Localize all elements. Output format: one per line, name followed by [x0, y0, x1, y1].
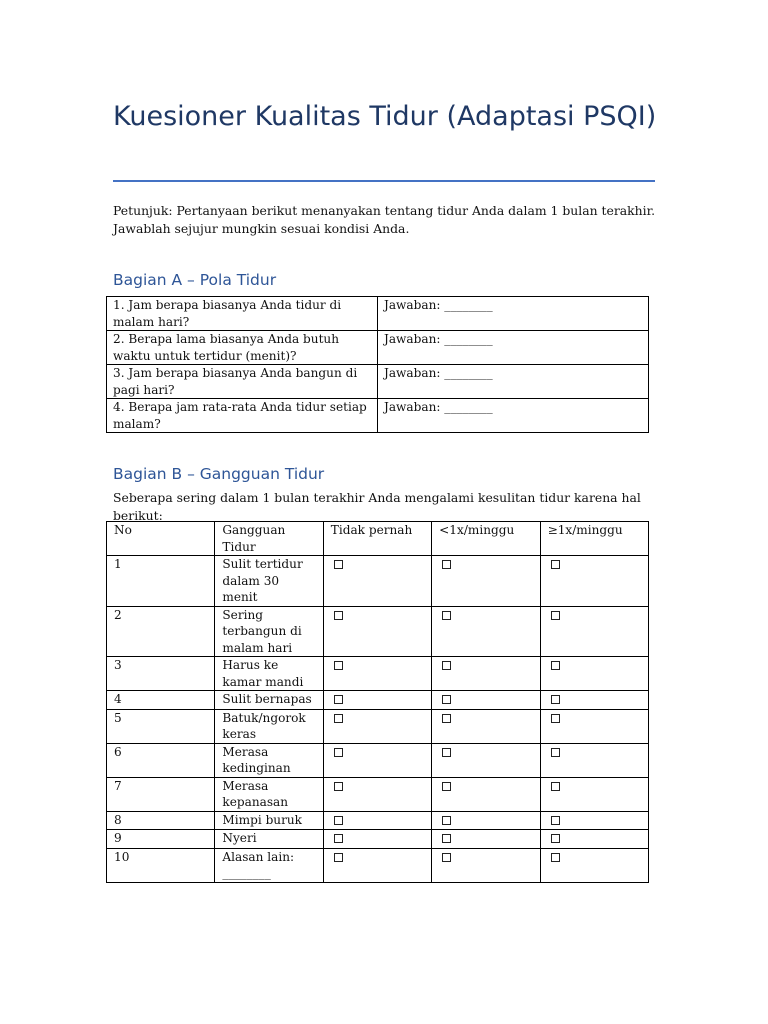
section-a-heading: Bagian A – Pola Tidur: [113, 271, 277, 289]
disturbance-label: Mimpi buruk: [215, 811, 323, 830]
table-row: [107, 848, 649, 882]
weekly-or-more-checkbox[interactable]: [551, 611, 560, 620]
never-checkbox[interactable]: [334, 695, 343, 704]
title-underline: [113, 180, 655, 182]
less-than-weekly-checkbox[interactable]: [442, 560, 451, 569]
question-cell: 2. Berapa lama biasanya Anda butuh waktu untuk tertidur (menit)?: [107, 331, 378, 365]
checkbox-cell: [432, 606, 540, 657]
table-row: [107, 399, 649, 433]
table-row: [107, 830, 649, 849]
checkbox-cell: [323, 606, 431, 657]
checkbox-cell: [540, 709, 648, 743]
answer-field[interactable]: Jawaban: ________: [378, 331, 649, 365]
weekly-or-more-checkbox[interactable]: [551, 661, 560, 670]
table-row: [107, 811, 649, 830]
instructions-paragraph: Petunjuk: Pertanyaan berikut menanyakan tentang tidur Anda dalam 1 bulan terakhir. Jawablah sejujur mungkin sesuai kondisi Anda.: [113, 203, 656, 236]
never-checkbox[interactable]: [334, 834, 343, 843]
checkbox-cell: [540, 657, 648, 691]
less-than-weekly-checkbox[interactable]: [442, 611, 451, 620]
less-than-weekly-checkbox[interactable]: [442, 853, 451, 862]
checkbox-cell: [432, 743, 540, 777]
less-than-weekly-checkbox[interactable]: [442, 714, 451, 723]
answer-field[interactable]: Jawaban: ________: [378, 399, 649, 433]
question-cell: 3. Jam berapa biasanya Anda bangun di pagi hari?: [107, 365, 378, 399]
table-header-row: [107, 522, 649, 556]
checkbox-cell: [323, 743, 431, 777]
weekly-or-more-checkbox[interactable]: [551, 816, 560, 825]
weekly-or-more-checkbox[interactable]: [551, 782, 560, 791]
checkbox-cell: [323, 556, 431, 607]
disturbance-label: Merasa kedinginan: [215, 743, 323, 777]
checkbox-cell: [432, 777, 540, 811]
table-row: [107, 297, 649, 331]
less-than-weekly-checkbox[interactable]: [442, 816, 451, 825]
sleep-pattern-table: [106, 296, 649, 433]
checkbox-cell: [432, 691, 540, 710]
weekly-or-more-checkbox[interactable]: [551, 853, 560, 862]
checkbox-cell: [540, 777, 648, 811]
table-row: [107, 743, 649, 777]
table-row: [107, 331, 649, 365]
section-b-heading: Bagian B – Gangguan Tidur: [113, 465, 325, 483]
row-number: 9: [107, 830, 215, 849]
weekly-or-more-checkbox[interactable]: [551, 748, 560, 757]
disturbance-label: Sulit tertidur dalam 30 menit: [215, 556, 323, 607]
disturbance-label: Sering terbangun di malam hari: [215, 606, 323, 657]
checkbox-cell: [432, 709, 540, 743]
table-row: [107, 709, 649, 743]
never-checkbox[interactable]: [334, 661, 343, 670]
checkbox-cell: [432, 848, 540, 882]
checkbox-cell: [323, 657, 431, 691]
checkbox-cell: [540, 848, 648, 882]
never-checkbox[interactable]: [334, 560, 343, 569]
checkbox-cell: [540, 830, 648, 849]
answer-field[interactable]: Jawaban: ________: [378, 297, 649, 331]
less-than-weekly-checkbox[interactable]: [442, 834, 451, 843]
checkbox-cell: [540, 556, 648, 607]
row-number: 7: [107, 777, 215, 811]
checkbox-cell: [432, 830, 540, 849]
checkbox-cell: [432, 556, 540, 607]
table-row: [107, 606, 649, 657]
disturbance-label: Batuk/ngorok keras: [215, 709, 323, 743]
weekly-or-more-checkbox[interactable]: [551, 714, 560, 723]
never-checkbox[interactable]: [334, 816, 343, 825]
checkbox-cell: [432, 811, 540, 830]
checkbox-cell: [432, 657, 540, 691]
answer-field[interactable]: Jawaban: ________: [378, 365, 649, 399]
never-checkbox[interactable]: [334, 782, 343, 791]
sleep-disturbance-table: [106, 521, 649, 883]
checkbox-cell: [323, 848, 431, 882]
checkbox-cell: [540, 743, 648, 777]
section-b-description: Seberapa sering dalam 1 bulan terakhir Anda mengalami kesulitan tidur karena hal berikut:: [113, 490, 641, 523]
table-row: [107, 777, 649, 811]
row-number: 8: [107, 811, 215, 830]
row-number: 5: [107, 709, 215, 743]
disturbance-label: Merasa kepanasan: [215, 777, 323, 811]
less-than-weekly-checkbox[interactable]: [442, 782, 451, 791]
less-than-weekly-checkbox[interactable]: [442, 661, 451, 670]
checkbox-cell: [540, 691, 648, 710]
weekly-or-more-checkbox[interactable]: [551, 695, 560, 704]
column-header-weekly-or-more: ≥1x/minggu: [540, 522, 648, 556]
checkbox-cell: [323, 709, 431, 743]
row-number: 1: [107, 556, 215, 607]
weekly-or-more-checkbox[interactable]: [551, 560, 560, 569]
checkbox-cell: [323, 811, 431, 830]
question-cell: 4. Berapa jam rata-rata Anda tidur setiap malam?: [107, 399, 378, 433]
never-checkbox[interactable]: [334, 748, 343, 757]
table-row: [107, 657, 649, 691]
checkbox-cell: [323, 691, 431, 710]
row-number: 10: [107, 848, 215, 882]
row-number: 6: [107, 743, 215, 777]
less-than-weekly-checkbox[interactable]: [442, 748, 451, 757]
disturbance-label: Sulit bernapas: [215, 691, 323, 710]
checkbox-cell: [323, 830, 431, 849]
disturbance-label: Alasan lain: ________: [215, 848, 323, 882]
row-number: 3: [107, 657, 215, 691]
disturbance-label: Harus ke kamar mandi: [215, 657, 323, 691]
column-header-disturbance: Gangguan Tidur: [215, 522, 323, 556]
never-checkbox[interactable]: [334, 611, 343, 620]
row-number: 4: [107, 691, 215, 710]
weekly-or-more-checkbox[interactable]: [551, 834, 560, 843]
table-row: [107, 556, 649, 607]
table-row: [107, 365, 649, 399]
table-row: [107, 691, 649, 710]
checkbox-cell: [540, 811, 648, 830]
checkbox-cell: [540, 606, 648, 657]
column-header-never: Tidak pernah: [323, 522, 431, 556]
disturbance-label: Nyeri: [215, 830, 323, 849]
page-title: Kuesioner Kualitas Tidur (Adaptasi PSQI): [113, 101, 657, 132]
row-number: 2: [107, 606, 215, 657]
column-header-less-than-weekly: <1x/minggu: [432, 522, 540, 556]
checkbox-cell: [323, 777, 431, 811]
never-checkbox[interactable]: [334, 853, 343, 862]
less-than-weekly-checkbox[interactable]: [442, 695, 451, 704]
never-checkbox[interactable]: [334, 714, 343, 723]
question-cell: 1. Jam berapa biasanya Anda tidur di malam hari?: [107, 297, 378, 331]
column-header-no: No: [107, 522, 215, 556]
